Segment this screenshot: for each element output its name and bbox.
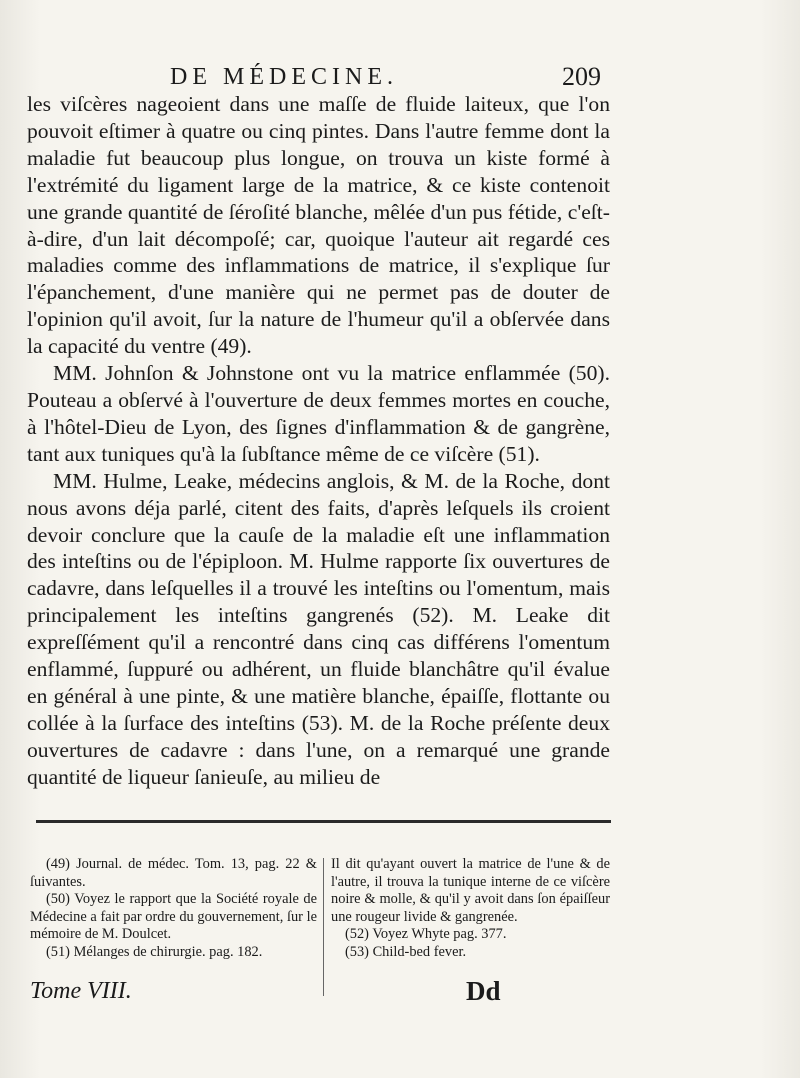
footnote: (52) Voyez Whyte pag. 377. [345, 926, 507, 943]
column-divider [323, 858, 324, 996]
paragraph: MM. Johnſon & Johnstone ont vu la matrice enflammée (50). Pouteau a obſervé à l'ouverture de deux femmes mortes en couche, à l'hôtel-Dieu de Lyon, des ſignes d'inflammation & de gangrène, tant aux tuniques qu'à la ſubſtance même de ce viſcère (51). [27, 361, 610, 466]
footnote: (51) Mélanges de chirurgie. pag. 182. [46, 943, 263, 960]
page-number: 209 [562, 62, 601, 91]
footnote-rule [36, 820, 611, 823]
main-text [27, 91, 610, 791]
signature-line [0, 978, 800, 1018]
paragraph: les viſcères nageoient dans une maſſe de fluide laiteux, que l'on pouvoit eſtimer à quatre ou cinq pintes. Dans l'autre femme dont la maladie fut beaucoup plus longue, on trouva un kiste formé à l'extrémité du ligament large de la matrice, & ce kiste contenoit une grande quantité de ſéroſité blanche, mêlée d'un pus fétide, c'eſt-à-dire, d'un lait décompoſé; car, quoique l'auteur ait regardé ces maladies comme des inflammations de matrice, il s'explique ſur l'épanchement, d'une manière qui ne permet pas de douter de l'opinion qu'il avoit, ſur la nature de l'humeur qu'il a obſervée dans la capacité du ventre (49). [27, 92, 610, 359]
footnote: (50) Voyez le rapport que la Société royale de Médecine a fait par ordre du gouvernement, ſur le mémoire de M. Doulcet. [30, 891, 317, 943]
running-title: DE MÉDECINE. [170, 64, 398, 90]
footnote: (53) Child-bed fever. [345, 943, 467, 960]
paragraph: MM. Hulme, Leake, médecins anglois, & M. de la Roche, dont nous avons déja parlé, citent des faits, d'après leſquels ils croient devoir conclure que la cauſe de la maladie eſt une inflammation des inteſtins ou de l'épiploon. M. Hulme rapporte ſix ouvertures de cadavre, dans leſquelles il a trouvé les inteſtins ou l'omentum, mais principalement les inteſtins gangrenés (52). M. Leake dit expreſſément qu'il a rencontré dans cinq cas différens l'omentum enflammé, ſuppuré ou adhérent, un fluide blanchâtre qu'il évalue en général à une pinte, & une matière blanche, épaiſſe, flottante ou collée à la ſurface des inteſtins (53). M. de la Roche préſente deux ouvertures de cadavre : dans l'une, on a remarqué une grande quantité de liqueur ſanieuſe, au milieu de [27, 468, 610, 789]
footnotes-right-column [331, 856, 610, 962]
footnote: (49) Journal. de médec. Tom. 13, pag. 22 & ſuivantes. [30, 856, 317, 890]
signature-mark: Dd [466, 976, 501, 1006]
footnotes-left-column [30, 856, 317, 962]
footnote-continuation: Il dit qu'ayant ouvert la matrice de l'une & de l'autre, il trouva la tunique interne de ce viſcère noire & molle, & qu'il y avoit dans ſon épaiſſeur une rougeur livide & gangrenée. [331, 856, 610, 925]
volume-mark: Tome VIII. [30, 978, 132, 1004]
